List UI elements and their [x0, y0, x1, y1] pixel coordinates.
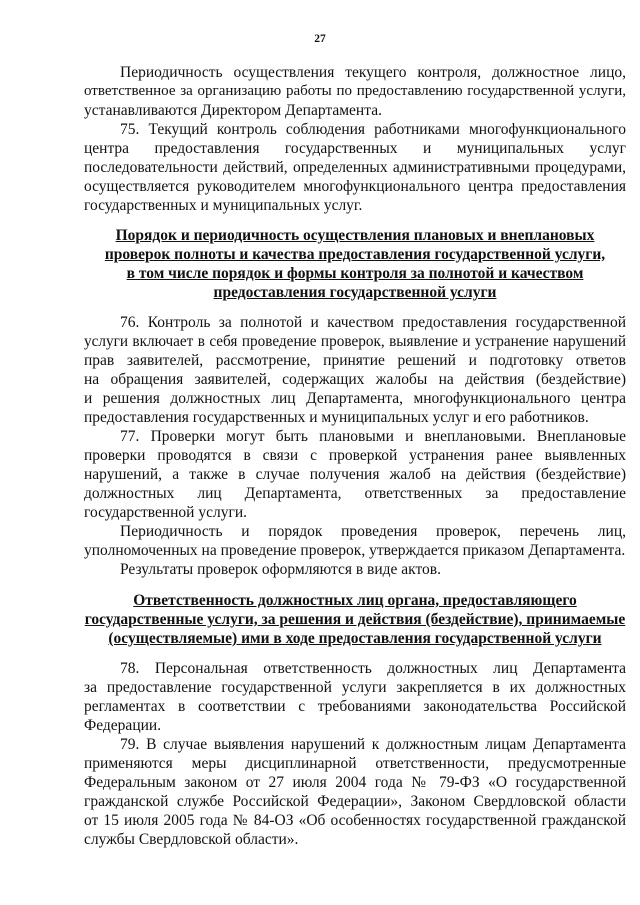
section-heading-line: государственные услуги, за решения и действия (бездействие), принимаемые: [84, 611, 626, 628]
paragraph-line: применяются меры дисциплинарной ответственности, предусмотренные: [84, 755, 626, 772]
paragraph-line: нарушений, а также в случае получения жалоб на действия (бездействие): [84, 466, 626, 483]
paragraph-line: регламентах в соответствии с требованиями законодательства Российской: [84, 698, 626, 715]
paragraph-line: на обращения заявителей, содержащих жалобы на действия (бездействие): [84, 371, 626, 388]
paragraph-line: Федеральным законом от 27 июля 2004 года № 79-ФЗ «О государственной: [84, 774, 626, 791]
section-heading-line: Ответственность должностных лиц органа, предоставляющего: [133, 592, 577, 609]
paragraph-line: устанавливаются Директором Департамента.: [84, 102, 382, 119]
paragraph-line: гражданской службе Российской Федерации», Законом Свердловской области: [84, 793, 626, 810]
paragraph-line: и решения должностных лиц Департамента, многофункционального центра: [84, 390, 626, 407]
section-heading-line: (осуществляемые) ими в ходе предоставления государственной услуги: [108, 630, 602, 647]
paragraph-line: Периодичность и порядок проведения проверок, перечень лиц,: [120, 523, 626, 540]
paragraph-line: государственных и муниципальных услуг.: [84, 197, 363, 214]
paragraph-line: проверки проводятся в связи с проверкой устранения ранее выявленных: [84, 447, 626, 464]
paragraph-line: 79. В случае выявления нарушений к должностным лицам Департамента: [120, 736, 626, 753]
section-heading-line: в том числе порядок и формы контроля за полнотой и качеством: [126, 265, 584, 282]
paragraph-line: Федерации.: [84, 717, 162, 734]
paragraph-line: 75. Текущий контроль соблюдения работниками многофункционального: [120, 121, 626, 138]
paragraph-line: от 15 июля 2005 года № 84-ОЗ «Об особенностях государственной гражданской: [84, 812, 626, 829]
paragraph-line: государственной услуги.: [84, 504, 247, 521]
paragraph-line: 78. Персональная ответственность должностных лиц Департамента: [120, 660, 626, 677]
paragraph-line: Периодичность осуществления текущего контроля, должностное лицо,: [120, 64, 626, 81]
paragraph-line: ответственное за организацию работы по предоставлению государственной услуги,: [84, 83, 626, 99]
paragraph-line: должностных лиц Департамента, ответственных за предоставление: [84, 485, 626, 502]
paragraph-line: последовательности действий, определенных административными процедурами,: [84, 159, 626, 176]
paragraph-line: 77. Проверки могут быть плановыми и внеплановыми. Внеплановые: [120, 428, 626, 445]
paragraph-line: за предоставление государственной услуги закрепляется в их должностных: [84, 679, 626, 696]
section-heading-line: Порядок и периодичность осуществления плановых и внеплановых: [115, 227, 595, 244]
paragraph-line: 76. Контроль за полнотой и качеством предоставления государственной: [120, 314, 626, 331]
paragraph-line: Результаты проверок оформляются в виде актов.: [120, 561, 441, 578]
section-heading-line: предоставления государственной услуги: [213, 284, 497, 301]
paragraph-line: службы Свердловской области».: [84, 831, 299, 848]
paragraph-line: уполномоченных на проведение проверок, утверждается приказом Департамента.: [84, 542, 626, 559]
paragraph-line: прав заявителей, рассмотрение, принятие решений и подготовку ответов: [84, 352, 626, 369]
paragraph-line: центра предоставления государственных и муниципальных услуг: [84, 140, 626, 157]
page-number: 27: [314, 33, 326, 45]
paragraph-line: услуги включает в себя проведение проверок, выявление и устранение нарушений: [84, 333, 626, 350]
section-heading-line: проверок полноты и качества предоставления государственной услуги,: [104, 246, 606, 263]
paragraph-line: предоставления государственных и муниципальных услуг и его работников.: [84, 409, 589, 426]
paragraph-line: осуществляется руководителем многофункционального центра предоставления: [84, 178, 626, 195]
